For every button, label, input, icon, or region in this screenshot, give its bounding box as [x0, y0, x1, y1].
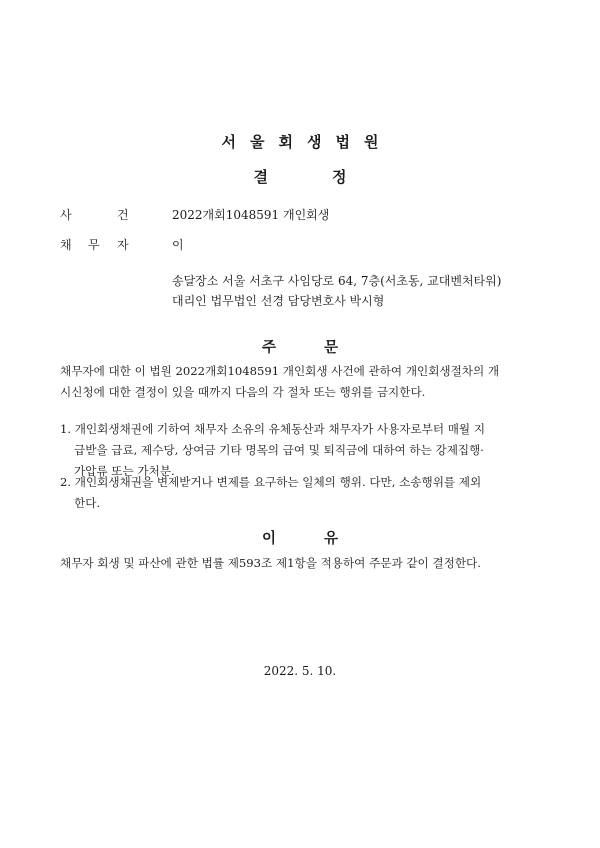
debtor-label-char-1: 채: [60, 238, 72, 252]
order-heading-char-1: 주: [261, 340, 276, 356]
document-type-char-2: 정: [332, 168, 347, 186]
order-intro: [60, 361, 499, 403]
debtor-name: 이: [172, 238, 184, 252]
reason-text: 채무자 회생 및 파산에 관한 법률 제593조 제1항을 적용하여 주문과 같이 결정한다.: [60, 556, 481, 570]
order-heading-char-2: 문: [324, 340, 339, 356]
reason-heading-char-1: 이: [261, 531, 276, 547]
court-name: 서울회생법원: [221, 133, 393, 151]
case-number: 2022개회1048591 개인회생: [172, 208, 330, 222]
reason-heading: [0, 527, 600, 548]
legal-agent: 대리인 법무법인 선경 담당변호사 박시형: [172, 294, 385, 308]
order-item-2-line-2: 한다.: [74, 496, 101, 510]
reason-heading-char-2: 유: [324, 531, 339, 547]
debtor-label-char-3: 자: [117, 238, 129, 252]
case-label-char-2: 건: [117, 208, 129, 222]
service-address: 송달장소 서울 서초구 사임당로 64, 7층(서초동, 교대벤처타워): [172, 274, 502, 288]
case-label-char-1: 사: [60, 208, 72, 222]
document-type-char-1: 결: [253, 168, 268, 186]
order-heading: [0, 336, 600, 357]
order-item-1-line-2: 급받을 급료, 제수당, 상여금 기타 명목의 급여 및 퇴직금에 대하여 하는 강제집행·: [74, 443, 484, 457]
document-type: [0, 166, 600, 187]
debtor-label-char-2: 무: [88, 238, 100, 252]
order-item-1-line-1: 1. 개인회생채권에 기하여 채무자 소유의 유체동산과 채무자가 사용자로부터 매월 지: [60, 422, 486, 436]
order-item-2: [60, 472, 481, 514]
order-intro-line-2: 시신청에 대한 결정이 있을 때까지 다음의 각 절차 또는 행위를 금지한다.: [60, 385, 426, 399]
order-item-1-line-3: 가압류 또는 가처분.: [74, 464, 175, 478]
order-intro-line-1: 채무자에 대한 이 법원 2022개회1048591 개인회생 사건에 관하여 개인회생절차의 개: [60, 364, 500, 378]
decision-date: 2022. 5. 10.: [263, 664, 337, 678]
order-item-2-line-1: 2. 개인회생채권을 변제받거나 변제를 요구하는 일체의 행위. 다만, 소송행위를 제외: [60, 475, 482, 489]
